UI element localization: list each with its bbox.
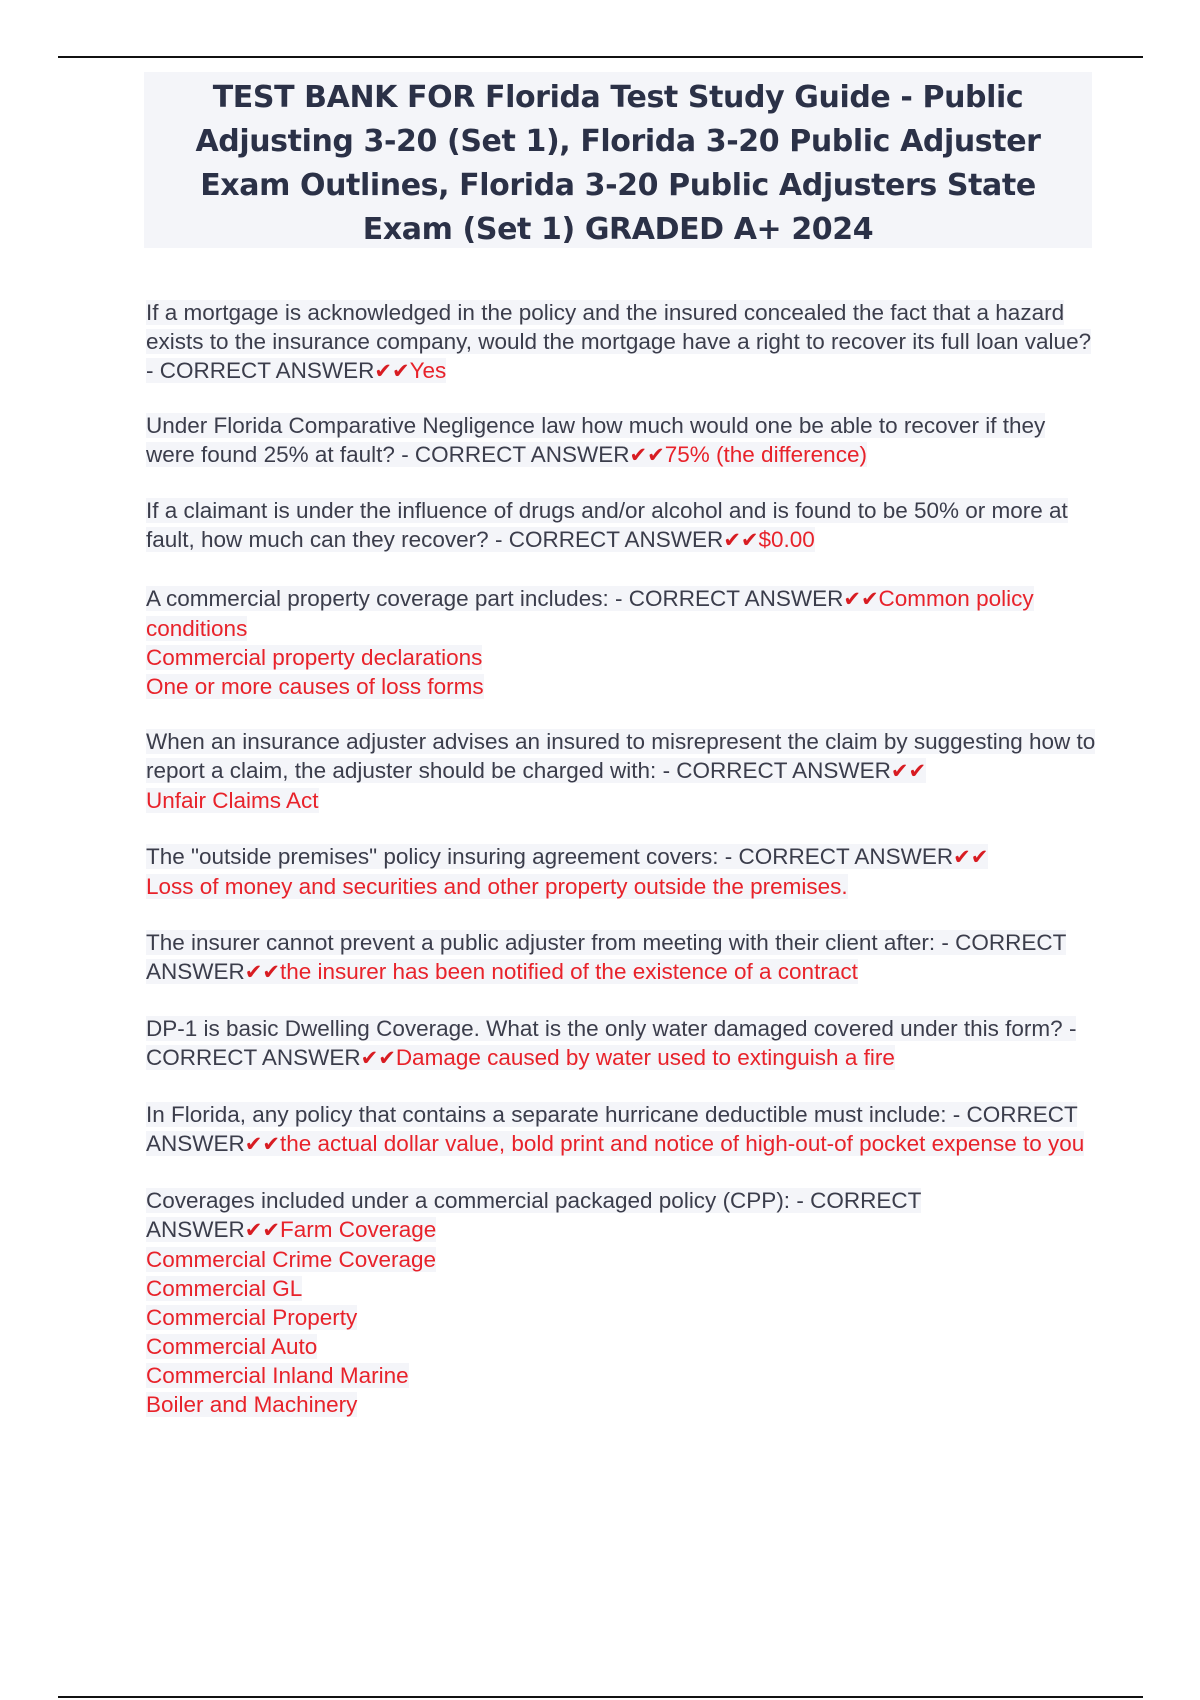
answer-text: 75% (the difference): [664, 442, 867, 467]
title-block: [144, 72, 1092, 248]
answer-text: Boiler and Machinery: [146, 1392, 358, 1417]
answer-text: Unfair Claims Act: [146, 788, 319, 813]
top-rule: [58, 56, 1143, 58]
answer-text: Yes: [409, 358, 447, 383]
question-text: The "outside premises" policy insuring agreement covers:: [146, 844, 719, 869]
question-text: The insurer cannot prevent a public adjuster from meeting with their client after:: [146, 930, 936, 955]
bottom-rule: [58, 1696, 1143, 1698]
question-text: If a claimant is under the influence of drugs and/or alcohol and is found to be 50% or more at fault, how much can they recover?: [146, 498, 1068, 552]
answer-marker: - CORRECT ANSWER: [494, 527, 724, 552]
answer-marker: - CORRECT ANSWER: [724, 844, 954, 869]
qa-item: [146, 928, 1096, 987]
qa-item: [146, 584, 1096, 701]
question-text: Coverages included under a commercial packaged policy (CPP):: [146, 1188, 791, 1213]
question-text: DP-1 is basic Dwelling Coverage. What is the only water damaged covered under this form?: [146, 1016, 1063, 1041]
answer-text: Commercial property declarations: [146, 645, 483, 670]
answer-text: $0.00: [758, 527, 815, 552]
answer-marker: - CORRECT ANSWER: [146, 358, 375, 383]
answer-text: Farm Coverage: [279, 1217, 437, 1242]
qa-item: [146, 842, 1096, 901]
answer-text: Commercial Crime Coverage: [146, 1247, 437, 1272]
question-text: Under Florida Comparative Negligence law how much would one be able to recover if they were found 25% at fault?: [146, 413, 1046, 467]
question-text: A commercial property coverage part includes:: [146, 586, 609, 611]
check-mark-icon: ✔✔: [360, 1046, 396, 1070]
answer-marker: - CORRECT ANSWER: [146, 930, 1066, 984]
question-text: When an insurance adjuster advises an insured to misrepresent the claim by suggesting how to report a claim, the adjuster should be charged with:: [146, 729, 1096, 783]
qa-item: [146, 411, 1096, 470]
answer-marker: - CORRECT ANSWER: [662, 758, 891, 783]
check-mark-icon: ✔✔: [890, 759, 927, 783]
answer-text: Common policy conditions: [146, 586, 1034, 641]
qa-item: [146, 1014, 1096, 1073]
check-mark-icon: ✔✔: [374, 359, 410, 383]
answer-marker: - CORRECT ANSWER: [146, 1016, 1077, 1070]
check-mark-icon: ✔✔: [244, 1218, 280, 1242]
check-mark-icon: ✔✔: [843, 587, 879, 611]
qa-item: [146, 496, 1096, 555]
answer-marker: - CORRECT ANSWER: [146, 1188, 921, 1242]
answer-text: the insurer has been notified of the existence of a contract: [279, 959, 858, 984]
check-mark-icon: ✔✔: [244, 960, 280, 984]
answer-text: Damage caused by water used to extinguish a fire: [395, 1045, 895, 1070]
document-title: TEST BANK FOR Florida Test Study Guide - Public Adjusting 3-20 (Set 1), Florida 3-20 Public Adjuster Exam Outlines, Florida 3-20 Public Adjusters State Exam (Set 1) GRADED A+ 2024: [195, 80, 1041, 247]
check-mark-icon: ✔✔: [723, 528, 759, 552]
qa-item: [146, 1100, 1096, 1159]
question-text: In Florida, any policy that contains a separate hurricane deductible must include:: [146, 1102, 947, 1127]
answer-marker: - CORRECT ANSWER: [614, 586, 844, 611]
answer-text: One or more causes of loss forms: [146, 674, 484, 699]
answer-text: the actual dollar value, bold print and notice of high-out-of pocket expense to you: [279, 1131, 1085, 1156]
answer-marker: - CORRECT ANSWER: [146, 1102, 1078, 1156]
check-mark-icon: ✔✔: [953, 845, 989, 869]
check-mark-icon: ✔✔: [629, 443, 665, 467]
check-mark-icon: ✔✔: [244, 1132, 280, 1156]
qa-item: [146, 727, 1096, 815]
answer-text: Commercial GL: [146, 1276, 303, 1301]
answer-text: Loss of money and securities and other property outside the premises.: [146, 874, 848, 899]
answer-marker: - CORRECT ANSWER: [401, 442, 630, 467]
qa-list: [146, 298, 1096, 1419]
answer-text: Commercial Property: [146, 1305, 358, 1330]
answer-text: Commercial Auto: [146, 1334, 318, 1359]
qa-item: [146, 298, 1096, 386]
answer-text: Commercial Inland Marine: [146, 1363, 409, 1388]
question-text: If a mortgage is acknowledged in the policy and the insured concealed the fact that a hazard exists to the insurance company, would the mortgage have a right to recover its full loan value?: [146, 300, 1092, 354]
qa-item: [146, 1186, 1096, 1419]
